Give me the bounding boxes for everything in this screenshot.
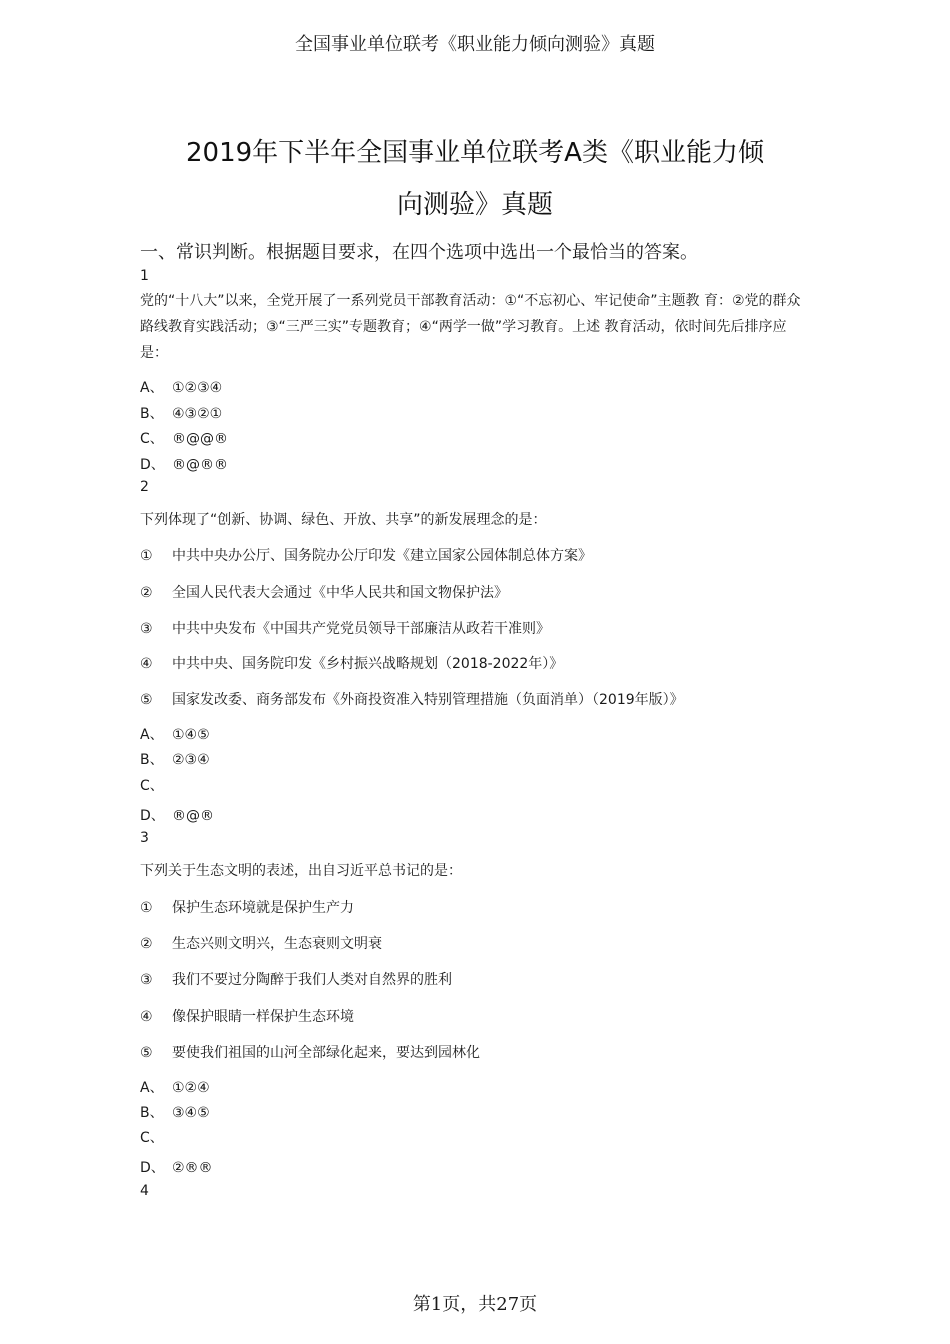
- statement-item: [140, 933, 382, 953]
- statement-text: 全国人民代表大会通过《中华人民共和国文物保护法》: [172, 585, 508, 601]
- option-letter: C、: [140, 1130, 164, 1146]
- option-value: ②®®: [172, 1160, 213, 1176]
- statement-mark: ③: [140, 972, 153, 988]
- option-letter: D、: [140, 457, 165, 473]
- statement-item: [140, 582, 508, 602]
- option-b: [140, 1102, 210, 1122]
- statement-mark: ④: [140, 1009, 153, 1025]
- statement-item: [140, 897, 354, 917]
- statement-mark: ③: [140, 621, 153, 637]
- option-b: [140, 403, 222, 423]
- document-title-line-2: 向测验》真题: [396, 190, 553, 220]
- question-text: 党的“十八大”以来，全党开展了一系列党员干部教育活动：①“不忘初心、牢记使命”主题教 育：②党的群众路线教育实践活动；③“三严三实”专题教育；④“两学一做”学习教育。上述 教育活动，依时间先后排序应是：: [140, 293, 801, 361]
- statement-text: 国家发改委、商务部发布《外商投资准入特别管理措施（负面消单）（2019年版）》: [172, 692, 684, 708]
- statement-text: 生态兴则文明兴，生态衰则文明衰: [172, 936, 382, 952]
- option-letter: B、: [140, 406, 164, 422]
- statement-mark: ⑤: [140, 1045, 153, 1061]
- option-a: [140, 724, 210, 744]
- statement-mark: ④: [140, 656, 153, 672]
- question-text: 下列关于生态文明的表述，出自习近平总书记的是：: [140, 863, 462, 879]
- statement-text: 保护生态环境就是保护生产力: [172, 900, 354, 916]
- statement-item: [140, 969, 452, 989]
- option-d: [140, 1157, 213, 1177]
- option-value: ①④⑤: [172, 727, 210, 743]
- running-header: 全国事业单位联考《职业能力倾向测验》真题: [295, 34, 655, 55]
- question-number: 4: [140, 1183, 149, 1199]
- option-value: ②③④: [172, 752, 210, 768]
- statement-item: [140, 689, 684, 709]
- statement-mark: ①: [140, 548, 153, 564]
- question-number: 3: [140, 830, 149, 846]
- option-b: [140, 749, 210, 769]
- option-letter: A、: [140, 380, 164, 396]
- statement-text: 中共中央、国务院印发《乡村振兴战略规划（2018-2022年）》: [172, 656, 564, 672]
- statement-item: [140, 1006, 354, 1026]
- statement-mark: ①: [140, 900, 153, 916]
- option-c: [140, 1127, 172, 1147]
- option-a: [140, 377, 222, 397]
- option-d: [140, 454, 228, 474]
- statement-text: 我们不要过分陶醉于我们人类对自然界的胜利: [172, 972, 452, 988]
- statement-item: [140, 618, 550, 638]
- statement-mark: ②: [140, 936, 153, 952]
- option-value: ③④⑤: [172, 1105, 210, 1121]
- option-a: [140, 1077, 210, 1097]
- statement-item: [140, 1042, 480, 1062]
- option-letter: B、: [140, 1105, 164, 1121]
- option-value: ①②③④: [172, 380, 223, 396]
- page-footer: 第1页，共27页: [412, 1294, 538, 1315]
- option-letter: D、: [140, 808, 165, 824]
- statement-text: 中共中央办公厅、国务院办公厅印发《建立国家公园体制总体方案》: [172, 548, 592, 564]
- option-letter: B、: [140, 752, 164, 768]
- option-c: [140, 775, 172, 795]
- statement-mark: ⑤: [140, 692, 153, 708]
- option-letter: C、: [140, 778, 164, 794]
- statement-text: 像保护眼睛一样保护生态环境: [172, 1009, 354, 1025]
- statement-text: 要使我们祖国的山河全部绿化起来，要达到园林化: [172, 1045, 480, 1061]
- option-value: ®@®: [172, 808, 214, 824]
- option-value: ®@®®: [172, 457, 228, 473]
- option-d: [140, 805, 214, 825]
- question-text: 下列体现了“创新、协调、绿色、开放、共享”的新发展理念的是：: [140, 512, 547, 528]
- option-letter: A、: [140, 727, 164, 743]
- option-value: ①②④: [172, 1080, 210, 1096]
- option-letter: A、: [140, 1080, 164, 1096]
- option-value: ®@@®: [172, 431, 228, 447]
- statement-text: 中共中央发布《中国共产党党员领导干部廉洁从政若干准则》: [172, 621, 550, 637]
- section-heading: 一、常识判断。根据题目要求，在四个选项中选出一个最恰当的答案。: [140, 242, 698, 263]
- option-letter: C、: [140, 431, 164, 447]
- option-letter: D、: [140, 1160, 165, 1176]
- statement-item: [140, 545, 592, 565]
- statement-mark: ②: [140, 585, 153, 601]
- statement-item: [140, 653, 563, 673]
- question-number: 1: [140, 268, 149, 284]
- question-number: 2: [140, 479, 149, 495]
- option-c: [140, 428, 228, 448]
- document-title-line-1: 2019年下半年全国事业单位联考A类《职业能力倾: [186, 138, 764, 168]
- option-value: ④③②①: [172, 406, 223, 422]
